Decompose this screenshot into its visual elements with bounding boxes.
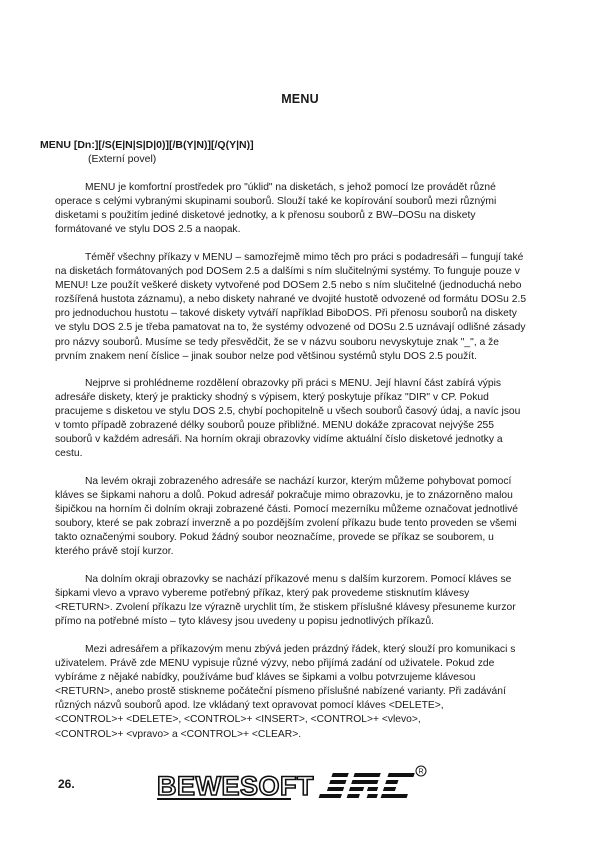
- paragraph-line: Téměř všechny příkazy v MENU – samozřejmě mimo těch pro práci s podadresáři – fungují také: [85, 252, 524, 263]
- paragraph-6: [55, 643, 545, 742]
- paragraph-line: souborů v každém adresáři. Na horním okraji obrazovky vidíme aktuální číslo disketové jednotky a: [55, 434, 503, 446]
- jrc-logo: [318, 763, 428, 808]
- paragraph-line: disketami s použitím jediné disketové jednotky, a k přenosu souborů z BW–DOSu na diskety: [55, 210, 476, 222]
- paragraph-2: [55, 251, 545, 364]
- command-note: (Externí povel): [88, 153, 157, 165]
- paragraph-line: MENU je komfortní prostředek pro "úklid" na disketách, s jehož pomocí lze provádět různé: [85, 182, 496, 193]
- paragraph-line: <CONTROL>+ <DELETE>, <CONTROL>+ <INSERT>, <CONTROL>+ <vlevo>,: [55, 714, 421, 726]
- paragraph-line: přímo na potřebné místo – tyto klávesy jsou uvedeny u popisu jednotlivých příkazů.: [55, 616, 434, 628]
- paragraph-line: na disketách formátovaných pod DOSem 2.5 a dalšími s ním slučitelnými systémy. To funguje pouze v: [55, 266, 520, 278]
- paragraph-line: šipičkou na horním či dolním okraji zobrazené části. Pomocí mezerníku můžeme označovat jednotlivé: [55, 504, 519, 516]
- paragraph-line: Na dolním okraji obrazovky se nachází příkazové menu s dalším kurzorem. Pomocí kláves se: [85, 574, 512, 585]
- paragraph-line: pro názvy souborů. Musíme se tedy přesvědčit, že se v názvu souboru nevyskytuje znak "_", a že: [55, 336, 500, 348]
- paragraph-5: [55, 573, 545, 629]
- paragraph-line: šipkami vlevo a vpravo vybereme potřebný příkaz, který pak provedeme stisknutím klávesy: [55, 588, 470, 600]
- bewesoft-logo: [155, 768, 314, 807]
- paragraph-line: Mezi adresářem a příkazovým menu zbývá jeden prázdný řádek, který slouží pro komunikaci s: [85, 644, 516, 655]
- paragraph-line: pro jednoduchou hustotu – takové diskety vytváří například BiboDOS. Při přenosu souborů na diskety: [55, 308, 517, 320]
- paragraph-line: cestu.: [55, 448, 83, 460]
- paragraph-line: Na levém okraji zobrazeného adresáře se nachází kurzor, kterým můžeme pohybovat pomocí: [85, 476, 512, 487]
- paragraph-line: takto označenými soubory. Pokud žádný soubor neoznačíme, provede se příkaz se souborem, u: [55, 532, 494, 544]
- page-title: MENU: [281, 92, 319, 106]
- paragraph-line: Nejprve si prohlédneme rozdělení obrazovky při práci s MENU. Její hlavní část zabírá výpis: [85, 378, 502, 389]
- paragraph-line: <CONTROL>+ <vpravo> a <CONTROL>+ <CLEAR>.: [55, 728, 302, 740]
- paragraph-line: formátované ve stylu DOS 2.5 a naopak.: [55, 224, 241, 236]
- paragraph-line: uživatelem. Právě zde MENU vypisuje různé výzvy, nebo přijímá zadání od uživatele. Pokud zde: [55, 658, 495, 670]
- paragraph-line: v tomto případě zobrazené délky souborů pouze přibližné. MENU dokáže zpracovat nejvýše 255: [55, 420, 495, 432]
- paragraph-line: <RETURN>, anebo prostě stiskneme počáteční písmeno příslušné nabízené varianty. Při zadávání: [55, 686, 506, 698]
- page-number: 26.: [58, 777, 75, 791]
- paragraph-line: operace s celými vybranými skupinami souborů. Slouží také ke kopírování souborů mezi různými: [55, 196, 497, 208]
- paragraph-1: [55, 181, 545, 237]
- paragraph-line: různých názvů souborů apod. lze vkládaný text opravovat pomocí kláves <DELETE>,: [55, 700, 444, 712]
- svg-text:BEWESOFT: BEWESOFT: [157, 771, 314, 801]
- paragraph-line: MENU! Lze použít veškeré diskety vytvořené pod DOSem 2.5 nebo s ním slučitelné (jednoduchá nebo: [55, 280, 522, 292]
- paragraph-line: vybíráme z nějaké nabídky, používáme buď kláves se šipkami a volbu potvrzujeme klávesou: [55, 672, 476, 684]
- paragraph-line: kláves se šipkami nahoru a dolů. Pokud adresář pokračuje mimo obrazovku, je to znázorněno malou: [55, 490, 513, 502]
- paragraph-line: adresáře diskety, který je prakticky shodný s výpisem, který poskytuje příkaz "DIR" v CP. Pokud: [55, 392, 489, 404]
- paragraph-4: [55, 475, 545, 560]
- svg-text:R: R: [418, 768, 424, 776]
- paragraph-line: pracujeme s disketou ve stylu DOS 2.5, chybí pochopitelně u všech souborů časový údaj, a navíc jsou: [55, 406, 521, 418]
- paragraph-line: rozšířená hustota záznamu), a nebo diskety nahrané ve dvojité hustotě odvozené od formátu DOSu 2.5: [55, 294, 527, 306]
- paragraph-3: [55, 377, 545, 462]
- paragraph-line: <RETURN>. Zvolení příkazu lze výrazně urychlit tím, že stiskem příslušné klávesy přesuneme kurzor: [55, 602, 516, 614]
- paragraph-line: ve stylu DOS 2.5 je třeba pamatovat na to, že systémy odvozené od DOSu 2.5 uznávají odlišné zásady: [55, 322, 526, 334]
- paragraph-line: kterého právě stojí kurzor.: [55, 546, 174, 558]
- paragraph-line: prvním znakem není číslice – jinak soubor nelze pod většinou systémů stylu DOS 2.5 použít.: [55, 350, 477, 362]
- command-syntax: MENU [Dn:][/S(E|N|S|D|0)][/B(Y|N)][/Q(Y|N)]: [40, 139, 254, 151]
- paragraph-line: soubory, které se pak zobrazí inverzně a po pozdějším zvolení příkazu bude tento proveden se všemi: [55, 518, 517, 530]
